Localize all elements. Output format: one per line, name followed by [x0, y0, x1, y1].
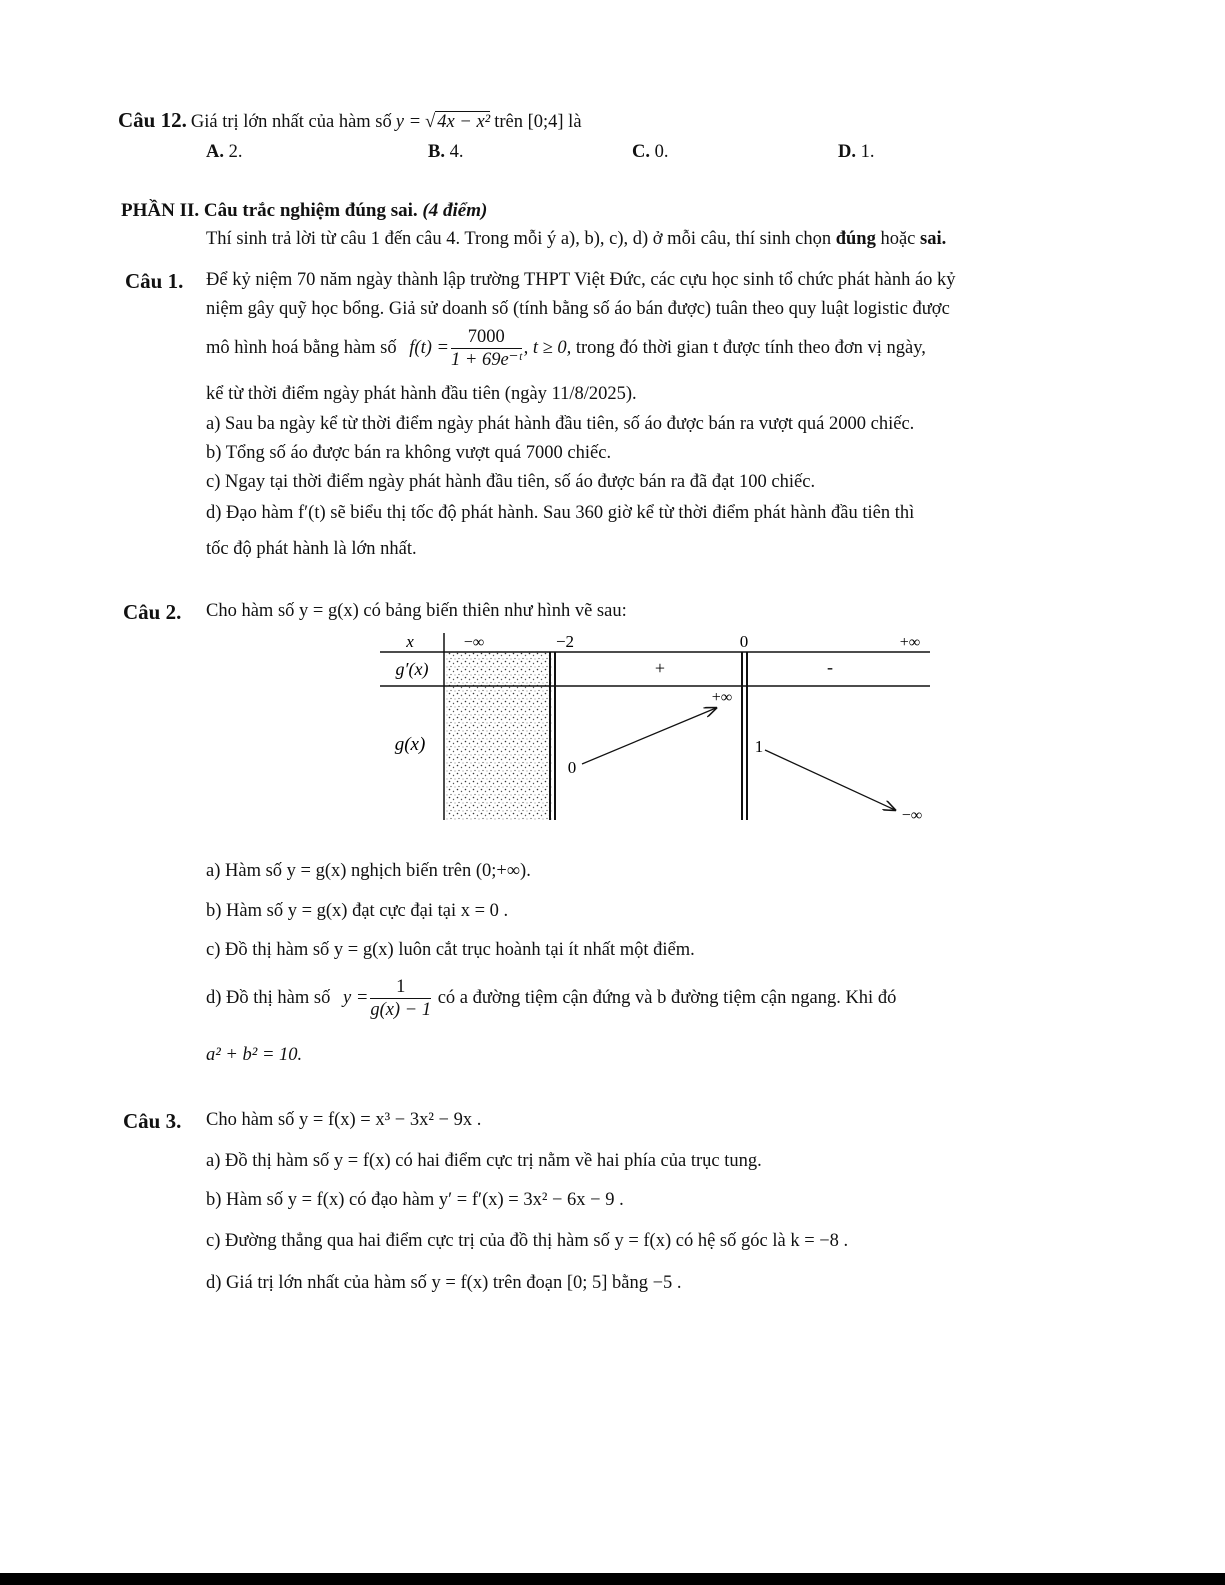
q3-item-a[interactable]: a) Đồ thị hàm số y = f(x) có hai điểm cực trị nằm về hai phía của trục tung. — [206, 1151, 762, 1171]
option-letter: A. — [206, 142, 224, 162]
q12-option-d[interactable] — [838, 142, 875, 163]
instr-false: sai. — [920, 229, 947, 249]
table-sign-minus: - — [827, 657, 833, 677]
table-x-label: x — [406, 632, 414, 651]
q12-label: Câu 12. — [118, 108, 187, 132]
q2-d-text: d) Đồ thị hàm số — [206, 988, 331, 1008]
q2-intro: Cho hàm số y = g(x) có bảng biến thiên như hình vẽ sau: — [206, 601, 627, 621]
table-value-one: 1 — [754, 737, 764, 756]
q2-item-d[interactable] — [206, 976, 896, 1021]
q3-label: Câu 3. — [123, 1109, 182, 1133]
q2-item-c[interactable]: c) Đồ thị hàm số y = g(x) luôn cắt trục hoành tại ít nhất một điểm. — [206, 940, 695, 960]
table-func-label: g(x) — [394, 734, 426, 755]
option-value: 4. — [449, 142, 464, 162]
q12-text: Giá trị lớn nhất của hàm số — [190, 112, 392, 132]
decreasing-arrow — [765, 750, 895, 810]
q2-d-fraction — [370, 976, 431, 1021]
part2-points: (4 điểm) — [422, 200, 488, 221]
part2-heading — [121, 200, 487, 222]
q1-item-c[interactable]: c) Ngay tại thời điểm ngày phát hành đầu tiên, số áo được bán ra đã đạt 100 chiếc. — [206, 472, 816, 492]
q1-item-d-cont: tốc độ phát hành là lớn nhất. — [206, 539, 417, 559]
q12-option-b[interactable] — [428, 142, 463, 163]
q1-line4: kể từ thời điểm ngày phát hành đầu tiên (ngày 11/8/2025). — [206, 384, 637, 404]
instr-text: Thí sinh trả lời từ câu 1 đến câu 4. Trong mỗi ý a), b), c), d) ở mỗi câu, thí sinh chọn — [206, 229, 832, 249]
q12-option-a[interactable] — [206, 142, 243, 163]
table-sign-plus: + — [654, 658, 666, 678]
q3-item-b[interactable]: b) Hàm số y = f(x) có đạo hàm y′ = f′(x) = 3x² − 6x − 9 . — [206, 1190, 624, 1210]
option-value: 2. — [228, 142, 243, 162]
q2-d-after: có a đường tiệm cận đứng và b đường tiệm cận ngang. Khi đó — [437, 988, 897, 1008]
q1-line3 — [206, 326, 926, 371]
q1-label: Câu 1. — [125, 269, 184, 293]
q3-item-c[interactable]: c) Đường thẳng qua hai điểm cực trị của đồ thị hàm số y = f(x) có hệ số góc là k = −8 . — [206, 1231, 849, 1251]
page-bottom-edge — [0, 1573, 1225, 1585]
q12-option-c[interactable] — [632, 142, 669, 163]
part2-instructions — [206, 229, 946, 250]
q2-d-num: 1 — [370, 976, 431, 999]
q1-func-lhs: f(t) = — [409, 338, 449, 358]
table-value-neg-inf: −∞ — [901, 807, 923, 824]
instr-or: hoặc — [880, 229, 916, 249]
q12-formula-lhs: y = — [395, 112, 422, 132]
q1-item-a[interactable]: a) Sau ba ngày kể từ thời điểm ngày phát hành đầu tiên, số áo được bán ra vượt quá 2000 chiếc. — [206, 414, 915, 434]
q2-item-a[interactable]: a) Hàm số y = g(x) nghịch biến trên (0;+∞). — [206, 861, 531, 881]
q2-d-lhs: y = — [342, 988, 369, 1008]
q1-line3-text: mô hình hoá bằng hàm số — [206, 338, 397, 358]
q1-line1: Để kỷ niệm 70 năm ngày thành lập trường THPT Việt Đức, các cựu học sinh tổ chức phát hành áo kỷ — [206, 270, 956, 290]
q1-condition: , t ≥ 0, — [523, 338, 572, 358]
option-letter: B. — [428, 142, 445, 162]
q2-label: Câu 2. — [123, 600, 182, 624]
q3-intro: Cho hàm số y = f(x) = x³ − 3x² − 9x . — [206, 1110, 482, 1130]
part2-title: PHẦN II. Câu trắc nghiệm đúng sai. — [121, 200, 418, 221]
q12-radicand: 4x − x² — [437, 112, 491, 132]
option-letter: D. — [838, 142, 856, 162]
q1-fraction — [451, 326, 522, 371]
q2-d-den: g(x) − 1 — [370, 1000, 432, 1020]
q12-text-after: trên [0;4] là — [494, 112, 582, 132]
increasing-arrow — [582, 708, 716, 764]
q1-frac-den: 1 + 69e⁻ᵗ — [450, 350, 522, 370]
variation-table — [360, 628, 960, 828]
table-value-pos-inf: +∞ — [711, 689, 733, 706]
q12-stem — [118, 108, 582, 133]
table-x-minus2: −2 — [555, 632, 575, 651]
q1-item-d[interactable]: d) Đạo hàm f′(t) sẽ biểu thị tốc độ phát hành. Sau 360 giờ kể từ thời điểm phát hành đầu tiên thì — [206, 503, 915, 523]
q2-item-b[interactable]: b) Hàm số y = g(x) đạt cực đại tại x = 0 . — [206, 901, 509, 921]
table-value-zero: 0 — [567, 758, 577, 777]
q1-item-b[interactable]: b) Tổng số áo được bán ra không vượt quá 7000 chiếc. — [206, 443, 612, 463]
option-letter: C. — [632, 142, 650, 162]
q12-sqrt-sign: √ — [425, 112, 436, 132]
q1-line2: niệm gây quỹ học bổng. Giả sử doanh số (tính bằng số áo bán được) tuân theo quy luật logistic được — [206, 299, 950, 319]
table-x-zero: 0 — [739, 632, 749, 651]
undefined-region — [446, 652, 552, 820]
q3-item-d[interactable]: d) Giá trị lớn nhất của hàm số y = f(x) trên đoạn [0; 5] bằng −5 . — [206, 1273, 682, 1293]
option-value: 0. — [654, 142, 669, 162]
instr-true: đúng — [835, 229, 876, 249]
table-deriv-label: g′(x) — [395, 659, 429, 679]
q1-line3-after: trong đó thời gian t được tính theo đơn vị ngày, — [575, 338, 926, 358]
option-value: 1. — [860, 142, 875, 162]
q1-frac-num: 7000 — [451, 326, 522, 349]
table-x-pos-inf: +∞ — [899, 634, 921, 651]
q2-item-d-cont: a² + b² = 10. — [206, 1045, 303, 1065]
table-x-neg-inf: −∞ — [463, 634, 485, 651]
